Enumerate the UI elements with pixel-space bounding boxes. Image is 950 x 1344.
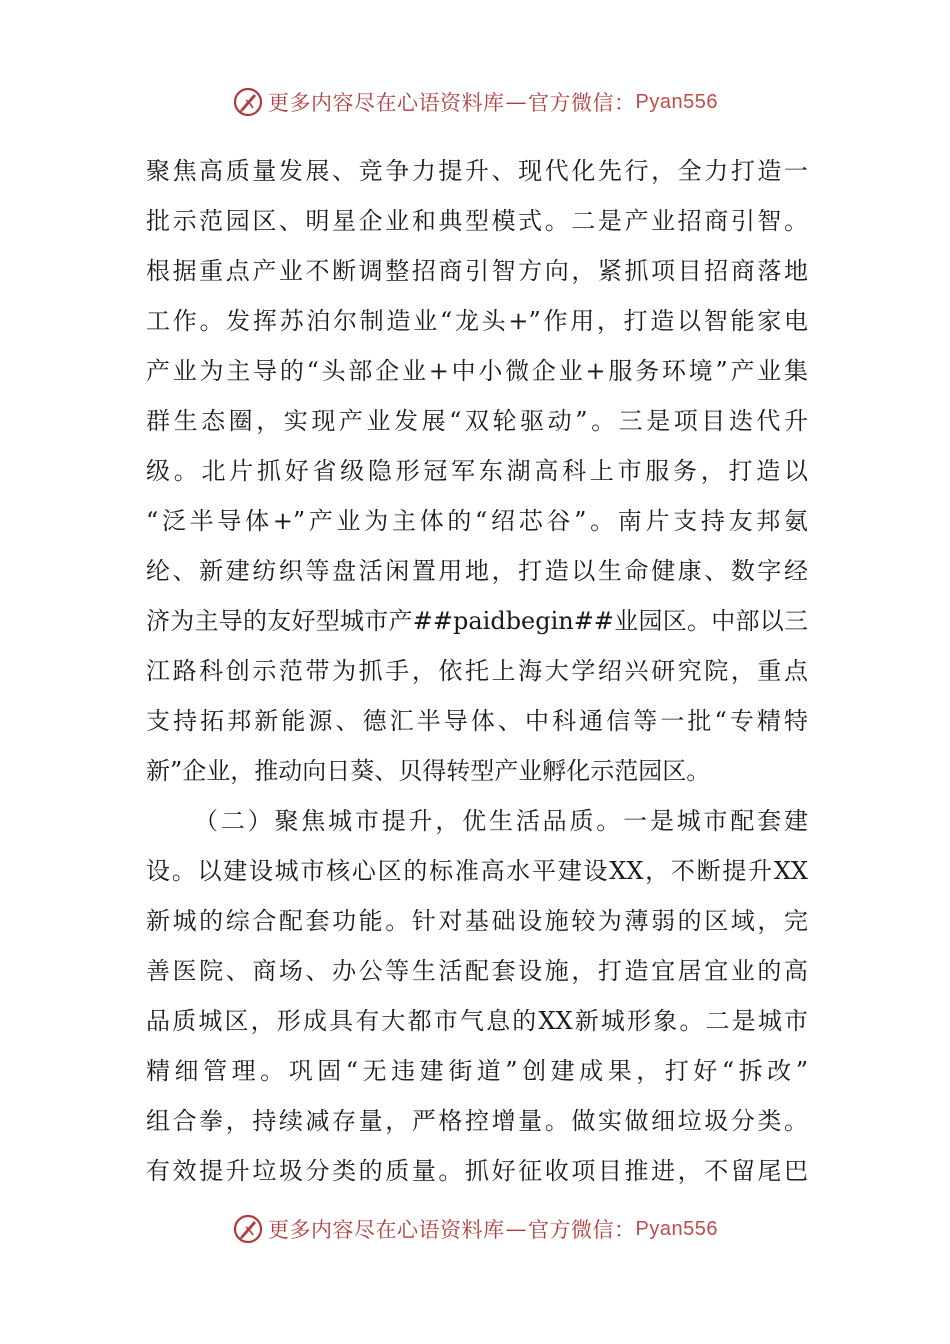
text-line: 聚焦高质量发展、竞争力提升、现代化先行，全力打造一 (146, 157, 808, 185)
text-line: 根据重点产业不断调整招商引智方向，紧抓项目招商落地 (146, 257, 808, 285)
banner-main-text: 更多内容尽在心语资料库 (268, 1218, 505, 1242)
banner-wechat-label: 官方微信： (528, 91, 636, 115)
text-line: 群生态圈，实现产业发展“双轮驱动”。三是项目迭代升 (146, 407, 808, 435)
text-line: 善医院、商场、办公等生活配套设施，打造宜居宜业的高 (146, 957, 808, 985)
banner-separator: — (505, 90, 528, 114)
quill-pen-icon (232, 86, 264, 118)
banner-wechat-id: Pyan556 (635, 1217, 718, 1240)
quill-pen-icon (232, 1213, 264, 1245)
text-line: 批示范园区、明星企业和典型模式。二是产业招商引智。 (146, 207, 808, 235)
header-banner (0, 82, 950, 122)
text-line: 品质城区，形成具有大都市气息的XX新城形象。二是城市 (146, 1007, 808, 1035)
text-line: 精细管理。巩固“无违建街道”创建成果，打好“拆改” (146, 1057, 808, 1085)
text-line: 有效提升垃圾分类的质量。抓好征收项目推进，不留尾巴 (146, 1157, 808, 1185)
footer-banner (0, 1209, 950, 1249)
text-line: 纶、新建纺织等盘活闲置用地，打造以生命健康、数字经 (146, 557, 808, 585)
text-line: 设。以建设城市核心区的标准高水平建设XX，不断提升XX (146, 857, 808, 885)
text-line: 级。北片抓好省级隐形冠军东湖高科上市服务，打造以 (146, 457, 808, 485)
banner-wechat-label: 官方微信： (528, 1218, 636, 1242)
text-line: 工作。发挥苏泊尔制造业“龙头+”作用，打造以智能家电 (146, 307, 808, 335)
text-line: 产业为主导的“头部企业+中小微企业+服务环境”产业集 (146, 357, 808, 385)
banner-wechat-id: Pyan556 (635, 90, 718, 113)
text-line: 新”企业，推动向日葵、贝得转型产业孵化示范园区。 (146, 757, 711, 785)
text-line: 济为主导的友好型城市产##paidbegin##业园区。中部以三 (146, 607, 808, 635)
text-line: 组合拳，持续减存量，严格控增量。做实做细垃圾分类。 (146, 1107, 808, 1135)
text-line: 新城的综合配套功能。针对基础设施较为薄弱的区域，完 (146, 907, 808, 935)
text-line: 江路科创示范带为抓手，依托上海大学绍兴研究院，重点 (146, 657, 808, 685)
text-line: “泛半导体+”产业为主体的“绍芯谷”。南片支持友邦氨 (146, 507, 808, 535)
banner-separator: — (505, 1217, 528, 1241)
document-body (146, 146, 808, 1196)
section-heading-line: （二）聚焦城市提升，优生活品质。一是城市配套建 (194, 807, 808, 835)
text-line: 支持拓邦新能源、德汇半导体、中科通信等一批“专精特 (146, 707, 808, 735)
banner-main-text: 更多内容尽在心语资料库 (268, 91, 505, 115)
